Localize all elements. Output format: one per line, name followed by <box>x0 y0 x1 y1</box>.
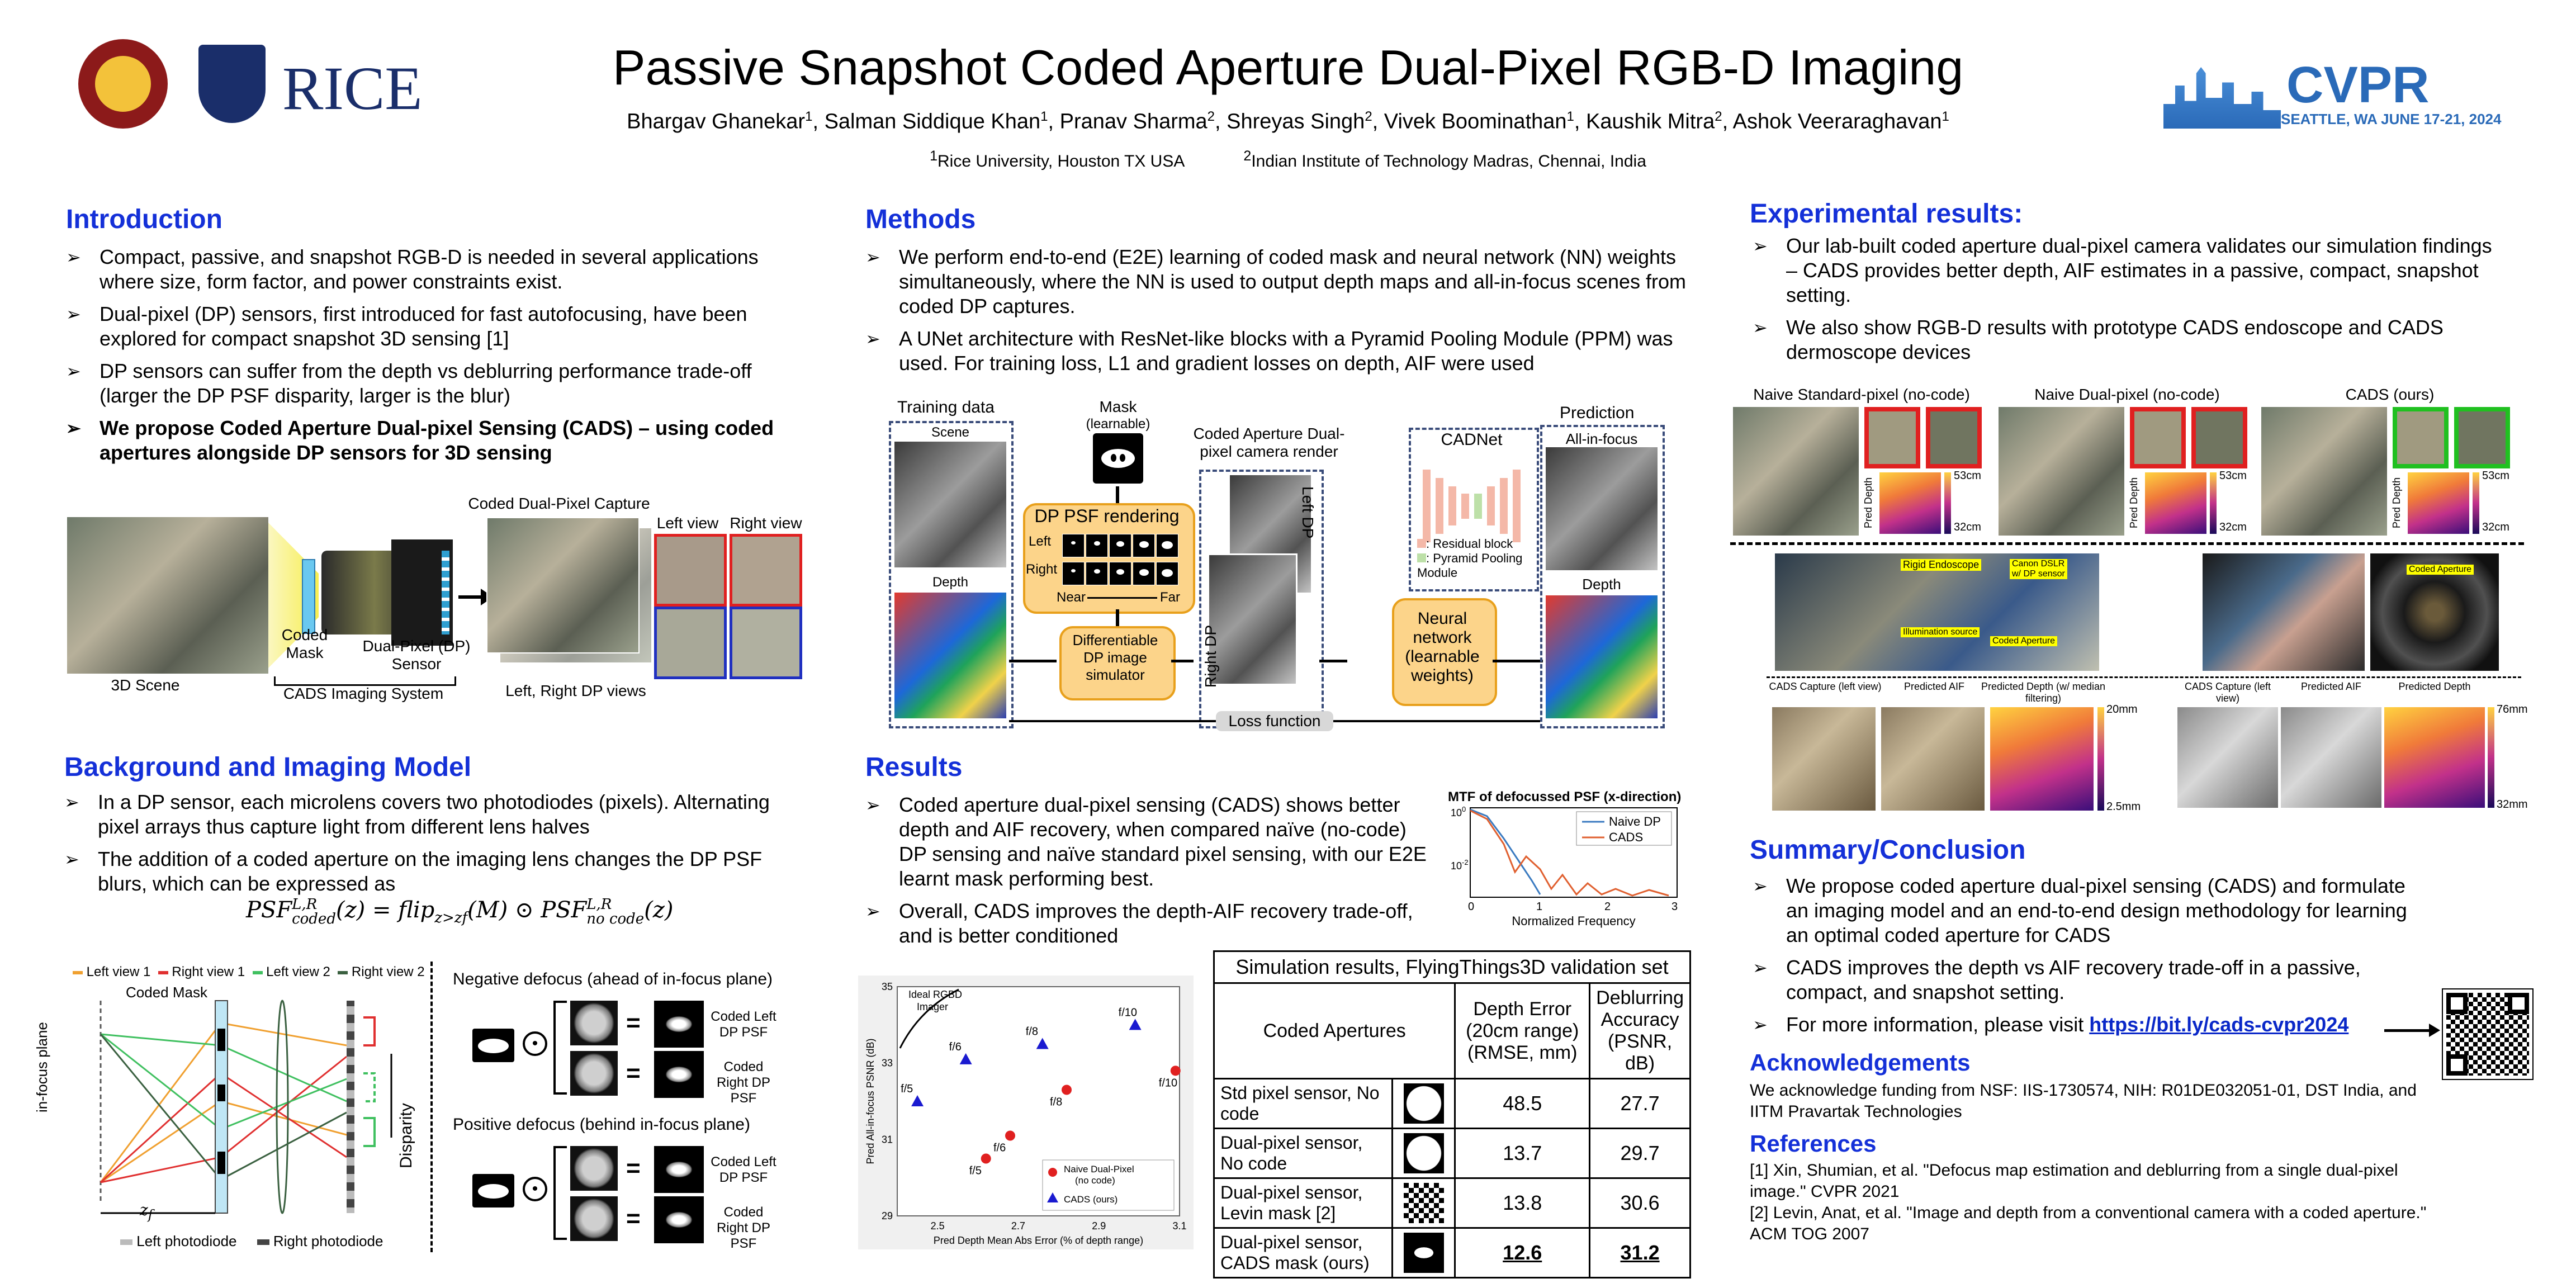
psf-thumb <box>1109 562 1131 585</box>
list-item: [1] Xin, Shumian, et al. "Defocus map estimation and deblurring from a single dual-pixel image." CVPR 2021 <box>1750 1161 2398 1201</box>
mask-icon <box>472 1174 514 1208</box>
mtf-ytick: $10^{-2}$ <box>1451 858 1469 872</box>
legend-swatch <box>253 971 263 974</box>
table-header: Depth Error (20cm range) (RMSE, mm) <box>1455 983 1590 1079</box>
point-label: f/6 <box>949 1040 962 1053</box>
psf-equation: PSF L,R coded (z) = flip$_{z>zf}$(M) ⊙ PSF L,R no code (z) <box>246 896 674 927</box>
depth-colorbar <box>2210 472 2217 534</box>
legend-label: CADS (ours) <box>1064 1194 1118 1205</box>
y-tick-label: 35 <box>881 981 893 992</box>
defocus-psf-image <box>570 1001 618 1045</box>
neg-defocus-label: Negative defocus (ahead of in-focus plane) <box>453 970 773 988</box>
legend-swatch <box>73 971 83 974</box>
legend-swatch <box>338 971 348 974</box>
exp-pred-depth-image <box>2145 472 2206 534</box>
point-label: f/10 <box>1118 1006 1138 1019</box>
aperture-mask-icon <box>1404 1083 1444 1124</box>
table-cell: Std pixel sensor, No code <box>1214 1079 1393 1129</box>
background-bullets <box>64 790 813 904</box>
author-name: Vivek Boominathan <box>1384 110 1567 134</box>
endo-label-2: Canon DSLR w/ DP sensor <box>2010 559 2067 579</box>
derm-result-image <box>2384 707 2485 808</box>
learnable-mask-icon <box>1093 433 1143 484</box>
coded-psf-label: Coded Left DP PSF <box>711 1009 776 1040</box>
experimental-bullets <box>1753 234 2502 372</box>
left-view-crop-1 <box>654 534 727 607</box>
table-cell: 13.7 <box>1455 1129 1590 1178</box>
endo-result-image <box>1990 707 2094 811</box>
intro-heading: Introduction <box>66 205 222 234</box>
mtf-legend-2: CADS <box>1609 830 1644 844</box>
depth-colorbar <box>2488 707 2494 808</box>
exp-zoom-crop <box>2130 407 2186 468</box>
list-item: ➢ Compact, passive, and snapshot RGB-D is needed in several applications where size, form factor, and power constraints exist. <box>66 245 815 294</box>
list-item: ➢ Coded aperture dual-pixel sensing (CADS) shows better depth and AIF recovery, when compared naïve (no-code) DP sensing and naïve standard pixel sensing, with our E2E learnt mask performing best. <box>865 793 1436 891</box>
poster-title: Passive Snapshot Coded Aperture Dual-Pixel RGB-D Imaging <box>612 40 1964 95</box>
psf-thumb <box>1133 534 1155 557</box>
exp-col-label: CADS (ours) <box>2345 386 2435 403</box>
psf-thumb <box>1086 562 1108 585</box>
psf-thumb <box>1109 534 1131 557</box>
author-affil: 2 <box>1365 109 1372 124</box>
right-view-crop-2 <box>730 607 802 679</box>
y-tick-label: 33 <box>881 1057 893 1069</box>
left-view-label: Left view <box>656 514 719 532</box>
right-view-label: Right view <box>730 514 802 532</box>
table-header: Coded Apertures <box>1214 983 1455 1079</box>
system-caption: CADS Imaging System <box>283 685 444 702</box>
list-item: ➢ CADS improves the depth vs AIF recovery trade-off in a passive, compact, and snapshot setting. <box>1753 955 2412 1005</box>
table-row <box>1214 1178 1690 1228</box>
equals-icon: = <box>626 1154 641 1182</box>
methods-heading: Methods <box>865 205 976 234</box>
coded-mask-label: Coded Mask <box>281 626 328 661</box>
point-label: f/10 <box>1158 1077 1178 1090</box>
dp-sensor-strip <box>442 551 449 634</box>
exp-pred-depth-image <box>2408 472 2469 534</box>
list-item: ➢ For more information, please visit https://bit.ly/cads-cvpr2024 <box>1753 1012 2412 1037</box>
x-tick-label: 3.1 <box>1172 1220 1187 1232</box>
refs-heading: References <box>1750 1130 1877 1157</box>
aperture-mask-icon <box>1404 1133 1444 1173</box>
cvpr-logo: CVPR SEATTLE, WA JUNE 17-21, 2024 <box>2163 56 2510 129</box>
scatter-point <box>1062 1085 1072 1095</box>
lr-caption: Left, Right DP views <box>505 682 646 699</box>
table-cell: 27.7 <box>1590 1079 1690 1129</box>
point-label: f/5 <box>969 1164 982 1177</box>
x-axis-label: Pred Depth Mean Abs Error (% of depth range) <box>933 1235 1144 1246</box>
intro-bullets <box>66 245 815 473</box>
legend-marker <box>1048 1168 1057 1177</box>
psf-thumb <box>1133 562 1155 585</box>
ack-text: We acknowledge funding from NSF: IIS-1730574, NIH: R01DE032051-01, DST India, and IITM Pravartak Technologies <box>1750 1081 2417 1121</box>
exp-aif-image <box>1733 407 1859 536</box>
endo-caption: Predicted Depth (w/ median filtering) <box>1981 681 2106 704</box>
dermoscope-image <box>2203 553 2365 671</box>
mtf-xtick: 3 <box>1671 901 1678 913</box>
endo-label-3: Illumination source <box>1901 627 1980 637</box>
equals-icon: = <box>626 1059 641 1087</box>
pos-defocus-label: Positive defocus (behind in-focus plane) <box>453 1115 750 1134</box>
summary-bullets <box>1753 874 2412 1045</box>
coded-psf-image <box>654 1196 704 1243</box>
table-cell: 13.8 <box>1455 1178 1590 1228</box>
psf-thumb <box>1062 562 1085 585</box>
mtf-xtick: 1 <box>1536 901 1543 913</box>
depth-colorbar <box>2473 472 2479 534</box>
x-tick-label: 2.7 <box>1011 1220 1025 1232</box>
pred-depth-label: Pred Depth <box>2128 477 2139 528</box>
legend-label: Naive Dual-Pixel (no code) <box>1064 1164 1134 1186</box>
unet-block <box>1461 494 1469 519</box>
ray-diagram <box>84 989 430 1235</box>
coded-mask-plate <box>302 559 315 634</box>
hadamard-icon: • <box>523 1177 547 1201</box>
coded-psf-label: Coded Right DP PSF <box>716 1059 771 1106</box>
training-scene-image <box>894 442 1006 567</box>
capture-image <box>486 517 640 654</box>
scatter-point <box>1171 1066 1181 1076</box>
pred-depth-label: Pred Depth <box>1863 477 1874 528</box>
right-dp-image <box>1208 553 1298 685</box>
table-cell: Dual-pixel sensor, No code <box>1214 1129 1393 1178</box>
right-view-crop-1 <box>730 534 802 607</box>
author-affil: 2 <box>1207 109 1215 124</box>
table-cell: Dual-pixel sensor, CADS mask (ours) <box>1214 1228 1393 1278</box>
defocus-psf-image <box>570 1196 618 1241</box>
equals-icon: = <box>626 1205 641 1232</box>
y-axis-label: Pred All-in-focus PSNR (dB) <box>865 1038 876 1164</box>
aperture-mask-icon <box>1404 1183 1444 1223</box>
experimental-heading: Experimental results: <box>1750 199 2023 229</box>
results-bullets <box>865 793 1436 956</box>
list-item: ➢ A UNet architecture with ResNet-like blocks with a Pyramid Pooling Module (PPM) was used. For training loss, L1 and gradient losses on depth, AIF were used <box>865 326 1693 376</box>
bracket <box>553 1146 567 1240</box>
list-item: [2] Levin, Anat, et al. "Image and depth from a conventional camera with a coded aperture." ACM TOG 2007 <box>1750 1204 2427 1243</box>
ack-heading: Acknowledgements <box>1750 1049 1971 1076</box>
point-label: f/5 <box>901 1083 913 1095</box>
exp-zoom-crop <box>1926 407 1982 468</box>
psf-thumb <box>1086 534 1108 557</box>
unet-block <box>1448 486 1456 525</box>
defocus-psf-image <box>570 1051 618 1096</box>
background-heading: Background and Imaging Model <box>64 752 472 782</box>
rice-logo: RICE <box>282 54 423 122</box>
coded-mask-caption: Coded Mask <box>126 984 207 1001</box>
results-table-wrap <box>1213 950 1691 1278</box>
arrow-icon <box>458 595 484 599</box>
endo-result-image <box>1881 707 1985 811</box>
list-item: ➢ We propose coded aperture dual-pixel sensing (CADS) and formulate an imaging model and an end-to-end design methodology for learning an optimal coded aperture for CADS <box>1753 874 2412 948</box>
exp-aif-image <box>2261 407 2387 536</box>
project-link[interactable]: https://bit.ly/cads-cvpr2024 <box>2089 1013 2349 1036</box>
derm-caption: CADS Capture (left view) <box>2184 681 2271 704</box>
mask-icon <box>472 1029 514 1062</box>
capture-caption: Coded Dual-Pixel Capture <box>468 495 650 512</box>
mask-thumb-cell <box>1392 1178 1455 1228</box>
endo-caption: Predicted AIF <box>1903 681 1965 692</box>
unet-block <box>1500 478 1508 534</box>
mtf-xtick: 2 <box>1604 901 1611 913</box>
mask-thumb-cell <box>1392 1129 1455 1178</box>
mask-thumb-cell <box>1392 1228 1455 1278</box>
list-item: ➢ Dual-pixel (DP) sensors, first introduced for fast autofocusing, have been explored for compact snapshot 3D sensing [1] <box>66 302 815 351</box>
ray-legend: Left view 1 Right view 1 Left view 2 Right view 2 <box>73 964 425 980</box>
derm-result-image <box>2177 707 2278 808</box>
author-name: Salman Siddique Khan <box>824 110 1041 134</box>
photodiode-legend: Left photodiode Right photodiode <box>120 1233 383 1250</box>
unet-block <box>1474 494 1482 519</box>
unet-block <box>1423 470 1431 542</box>
point-label: f/8 <box>1050 1096 1063 1109</box>
derm-caption: Predicted AIF <box>2300 681 2362 692</box>
unet-block <box>1513 470 1521 542</box>
mask-thumb-cell <box>1392 1079 1455 1129</box>
defocus-psf-image <box>570 1146 618 1191</box>
table-header: Deblurring Accuracy (PSNR, dB) <box>1590 983 1690 1079</box>
psf-thumb <box>1062 534 1085 557</box>
exp-aif-image <box>1999 407 2124 536</box>
scatter-point <box>981 1154 991 1164</box>
sub-divider <box>1767 676 2521 678</box>
affiliations: $^1$Rice University, Houston TX USA $^2$Indian Institute of Technology Madras, Chennai, India <box>930 148 1646 171</box>
training-data-label: Training data <box>897 398 995 416</box>
table-title: Simulation results, FlyingThings3D validation set <box>1214 951 1690 983</box>
mtf-title: MTF of defocussed PSF (x-direction) <box>1448 789 1682 804</box>
bracket <box>553 1001 567 1095</box>
section-divider <box>1730 542 2524 545</box>
table-row <box>1214 1079 1690 1129</box>
left-view-crop-2 <box>654 607 727 679</box>
list-item: ➢ DP sensors can suffer from the depth vs deblurring performance trade-off (larger the DP PSF disparity, larger is the blur) <box>66 359 815 408</box>
endo-label-1: Rigid Endoscope <box>1901 559 1981 571</box>
list-item: ➢ We also show RGB-D results with prototype CADS endoscope and CADS dermoscope devices <box>1753 315 2502 364</box>
derm-result-image <box>2281 707 2381 808</box>
depth-colorbar <box>2097 707 2104 811</box>
psf-thumb <box>1156 534 1178 557</box>
table-cell: 29.7 <box>1590 1129 1690 1178</box>
exp-zoom-crop <box>2191 407 2247 468</box>
table-cell: 31.2 <box>1590 1228 1690 1278</box>
author-name: Shreyas Singh <box>1227 110 1365 134</box>
exp-pred-depth-image <box>1879 472 1941 534</box>
table-row <box>1214 1228 1690 1278</box>
y-tick-label: 31 <box>881 1134 893 1145</box>
author-affil: 1 <box>1040 109 1048 124</box>
list-item: ➢ The addition of a coded aperture on the imaging lens changes the DP PSF blurs, which can be expressed as <box>64 847 813 896</box>
list-item: ➢ We perform end-to-end (E2E) learning of coded mask and neural network (NN) weights simultaneously, where the NN is used to output depth maps and all-in-focus scenes from coded DP captures. <box>865 245 1693 319</box>
author-list: Bhargav Ghanekar$^1$, Salman Siddique Khan$^1$, Pranav Sharma$^2$, Shreyas Singh$^2$, Vivek Boominathan$^1$, Kaushik Mitra$^2$, Ashok Veeraraghavan$^1$ <box>627 109 1949 134</box>
loss-function-box: Loss function <box>1216 711 1333 731</box>
exp-col-label: Naive Standard-pixel (no-code) <box>1753 386 1970 403</box>
zf-label: $z_f$ <box>140 1201 153 1223</box>
mtf-legend-1: Naive DP <box>1609 815 1661 828</box>
scene-image <box>67 517 268 674</box>
results-heading: Results <box>865 752 963 782</box>
mtf-xlabel: Normalized Frequency <box>1512 914 1636 928</box>
list-item: ➢ Overall, CADS improves the depth-AIF recovery trade-off, and is better conditioned <box>865 899 1436 948</box>
endo-label-4: Coded Aperture <box>1990 636 2057 646</box>
derm-caption: Predicted Depth <box>2398 681 2471 692</box>
y-tick-label: 29 <box>881 1210 893 1221</box>
list-item: ➢ In a DP sensor, each microlens covers two photodiodes (pixels). Alternating pixel arrays thus capture light from different lens halves <box>64 790 813 839</box>
summary-heading: Summary/Conclusion <box>1750 835 2026 865</box>
coded-psf-image <box>654 1001 704 1048</box>
ideal-imager-annotation: Ideal RGBD Imager <box>908 989 963 1012</box>
aperture-mask-icon <box>1404 1233 1444 1273</box>
results-table <box>1213 950 1691 1278</box>
author-affil: 1 <box>805 109 813 124</box>
psf-thumb <box>1156 562 1178 585</box>
in-focus-plane-label: in-focus plane <box>34 1022 50 1112</box>
exp-zoom-crop <box>2454 407 2510 468</box>
author-affil: 2 <box>1715 109 1722 124</box>
seattle-skyline-icon <box>2163 67 2281 129</box>
author-affil: 1 <box>1942 109 1949 124</box>
unet-block <box>1487 486 1495 525</box>
table-cell: 30.6 <box>1590 1178 1690 1228</box>
scatter-point <box>1005 1131 1015 1141</box>
pred-depth-label: Pred Depth <box>2391 477 2402 528</box>
coded-psf-label: Coded Left DP PSF <box>711 1154 776 1185</box>
table-row <box>1214 1129 1690 1178</box>
exp-col-label: Naive Dual-pixel (no-code) <box>2034 386 2220 403</box>
author-affil: 1 <box>1566 109 1574 124</box>
point-label: f/8 <box>1025 1025 1038 1038</box>
author-name: Pranav Sharma <box>1059 110 1208 134</box>
exp-zoom-crop <box>1864 407 1920 468</box>
derm-label: Coded Aperture <box>2407 565 2474 575</box>
equals-icon: = <box>626 1009 641 1036</box>
coded-psf-label: Coded Right DP PSF <box>716 1205 771 1251</box>
table-cell: 12.6 <box>1455 1228 1590 1278</box>
legend-swatch <box>158 971 168 974</box>
coded-psf-image <box>654 1146 704 1193</box>
pred-depth-image <box>1546 595 1658 718</box>
list-item: ➢ We propose Coded Aperture Dual-pixel Sensing (CADS) – using coded apertures alongside DP sensors for 3D sensing <box>66 416 815 465</box>
scene-caption: 3D Scene <box>111 676 180 694</box>
author-name: Bhargav Ghanekar <box>627 110 806 134</box>
mtf-chart <box>1448 805 1688 928</box>
disparity-label: Disparity <box>397 1103 415 1168</box>
coded-psf-image <box>654 1051 704 1098</box>
author-name: Kaushik Mitra <box>1586 110 1715 134</box>
panel-divider <box>430 962 433 1252</box>
pred-aif-image <box>1546 447 1658 570</box>
endo-caption: CADS Capture (left view) <box>1769 681 1882 692</box>
depth-colorbar <box>1944 472 1951 534</box>
psnr-vs-depth-chart <box>858 976 1194 1249</box>
x-tick-label: 2.9 <box>1092 1220 1106 1232</box>
refs-list <box>1750 1160 2449 1245</box>
point-label: f/6 <box>993 1142 1006 1154</box>
unet-block <box>1436 478 1443 534</box>
training-depth-image <box>894 593 1006 718</box>
mtf-ytick: $10^0$ <box>1451 805 1466 818</box>
author-name: Ashok Veeraraghavan <box>1732 110 1942 134</box>
dp-sensor-label: Dual-Pixel (DP) Sensor <box>362 637 471 673</box>
mtf-xtick: 0 <box>1468 901 1475 913</box>
methods-bullets <box>865 245 1693 383</box>
hadamard-icon: • <box>523 1031 547 1056</box>
table-cell: Dual-pixel sensor, Levin mask [2] <box>1214 1178 1393 1228</box>
table-cell: 48.5 <box>1455 1079 1590 1129</box>
qr-code-icon[interactable] <box>2443 989 2532 1079</box>
exp-zoom-crop <box>2393 407 2449 468</box>
list-item: ➢ Our lab-built coded aperture dual-pixel camera validates our simulation findings – CADS provides better depth, AIF estimates in a passive, compact, snapshot setting. <box>1753 234 2502 307</box>
endo-result-image <box>1772 707 1876 811</box>
x-tick-label: 2.5 <box>930 1220 945 1232</box>
